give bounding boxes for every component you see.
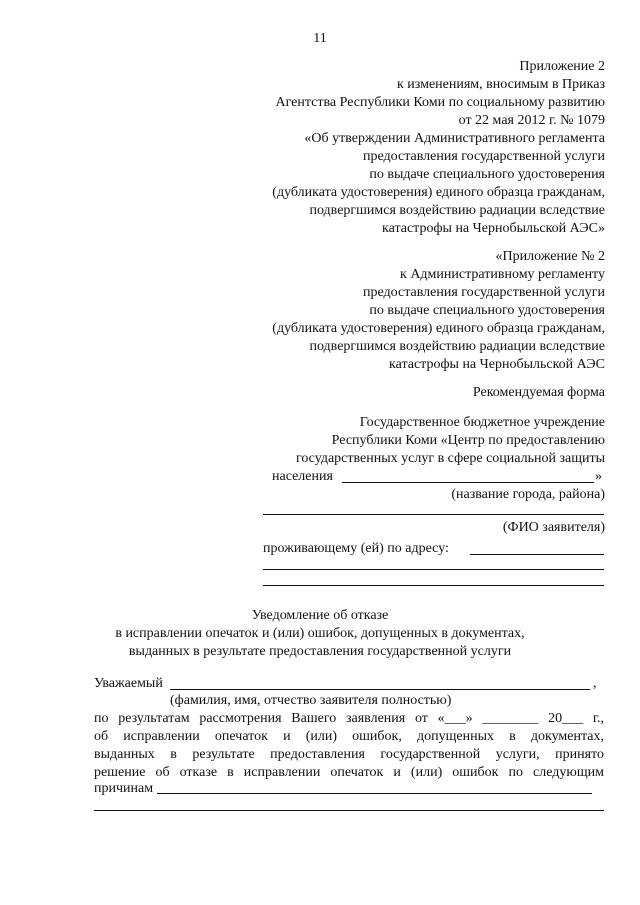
appendix-line: от 22 мая 2012 г. № 1079 xyxy=(458,113,605,128)
reasons-label: причинам xyxy=(94,781,154,796)
body-line: по результатам рассмотрения Вашего заявления от «___» ________ 20___ г., xyxy=(94,711,604,726)
page-number: 11 xyxy=(313,31,327,46)
addressee-line: Республики Коми «Центр по предоставлению xyxy=(331,433,605,448)
city-blank-line xyxy=(342,482,594,483)
body-line: выданных в результате предоставления государственной услуги, принято xyxy=(94,747,604,762)
appendix-line: катастрофы на Чернобыльской АЭС xyxy=(389,357,605,372)
name-caption: (фамилия, имя, отчество заявителя полностью) xyxy=(170,693,452,708)
reasons-blank-line-2 xyxy=(94,810,604,811)
appendix-line: Приложение 2 xyxy=(519,59,605,74)
addressee-line: государственных услуг в сфере социальной защиты xyxy=(295,451,605,466)
appendix-line: подвергшимся воздействию радиации вследствие xyxy=(309,203,605,218)
appendix-line: предоставления государственной услуги xyxy=(363,149,605,164)
notice-title-line: Уведомление об отказе xyxy=(251,608,389,623)
body-line: об исправлении опечаток и (или) ошибок, допущенных в документах, xyxy=(94,729,604,744)
appendix-line: подвергшимся воздействию радиации вследствие xyxy=(309,339,605,354)
appendix-line: катастрофы на Чернобыльской АЭС» xyxy=(382,221,605,236)
appendix-line: предоставления государственной услуги xyxy=(363,285,605,300)
dear-label: Уважаемый xyxy=(94,676,163,691)
appendix-line: по выдаче специального удостоверения xyxy=(369,303,605,318)
appendix-line: по выдаче специального удостоверения xyxy=(369,167,605,182)
address-blank-line xyxy=(470,554,604,555)
body-line: решение об отказе в исправлении опечаток и (или) ошибок по следующим xyxy=(94,765,604,780)
appendix-line: Агентства Республики Коми по социальному развитию xyxy=(275,95,605,110)
address-blank-line-2 xyxy=(263,569,604,570)
fio-caption: (ФИО заявителя) xyxy=(502,520,605,535)
address-label: проживающему (ей) по адресу: xyxy=(263,541,449,556)
name-blank-line xyxy=(170,689,590,690)
addressee-line: Государственное бюджетное учреждение xyxy=(359,415,605,430)
appendix-line: (дубликата удостоверения) единого образца гражданам, xyxy=(272,185,605,200)
appendix-line: «Приложение № 2 xyxy=(495,249,605,264)
appendix-line: «Об утверждении Административного регламента xyxy=(304,131,605,146)
reasons-blank-line xyxy=(157,793,592,794)
appendix-line: (дубликата удостоверения) единого образца гражданам, xyxy=(272,321,605,336)
recommended-form-label: Рекомендуемая форма xyxy=(472,385,605,400)
notice-title-line: в исправлении опечаток и (или) ошибок, допущенных в документах, xyxy=(115,626,525,641)
addressee-line-suffix: » xyxy=(595,469,602,484)
city-caption: (название города, района) xyxy=(451,487,605,502)
dear-comma: , xyxy=(593,676,597,691)
addressee-line-prefix: населения xyxy=(272,469,333,484)
appendix-line: к Административному регламенту xyxy=(400,267,605,282)
appendix-line: к изменениям, вносимым в Приказ xyxy=(396,77,605,92)
address-blank-line-3 xyxy=(263,585,604,586)
notice-title-line: выданных в результате предоставления государственной услуги xyxy=(128,644,512,659)
fio-blank-line xyxy=(263,514,604,515)
